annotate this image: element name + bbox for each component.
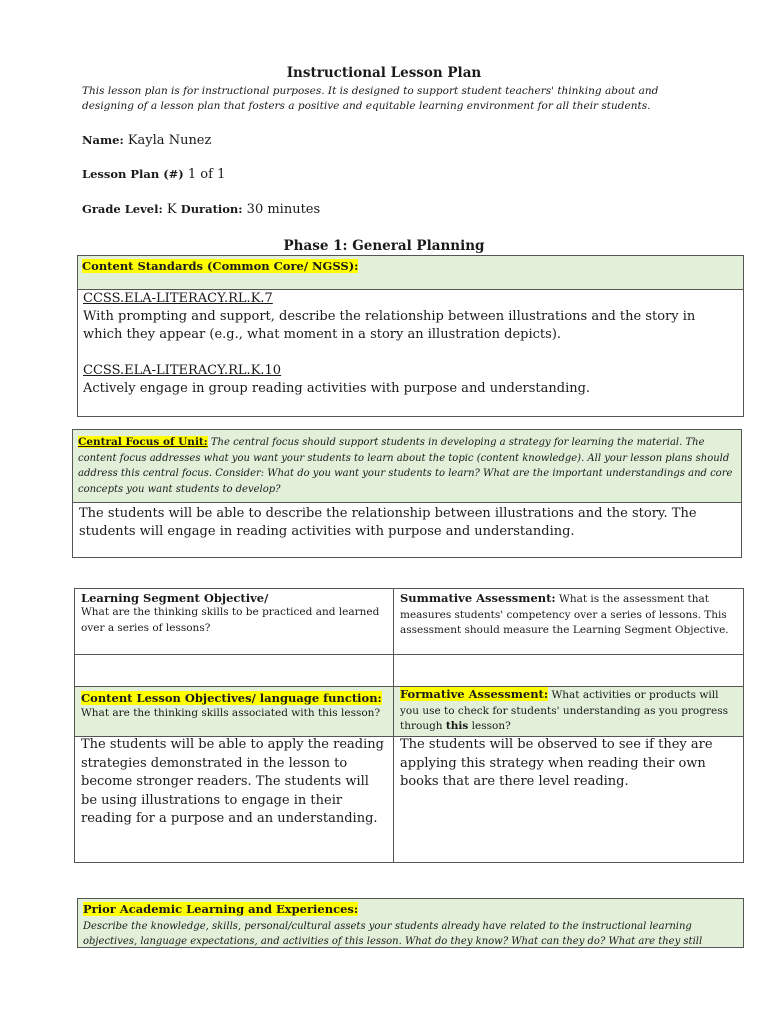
formative-assessment-response: The students will be observed to see if they are applying this strategy when reading their own books that are there level reading.	[400, 737, 713, 789]
standard-text: Actively engage in group reading activities with purpose and understanding.	[83, 381, 591, 396]
grade-duration-field	[82, 202, 320, 217]
objectives-table	[74, 588, 744, 863]
content-standards-label: Content Standards (Common Core/ NGSS):	[82, 259, 359, 273]
formative-assessment-title: Formative Assessment:	[400, 687, 549, 701]
summative-assessment-title: Summative Assessment:	[400, 591, 556, 605]
central-focus-prompt-block	[78, 435, 738, 497]
prior-learning-header	[77, 898, 744, 948]
duration-value: 30 minutes	[246, 202, 321, 217]
document-intro: This lesson plan is for instructional purposes. It is designed to support student teachers' thinking about and designing of a lesson plan that fosters a positive and equitable learning environment for all their students.	[82, 85, 659, 112]
lesson-plan-field	[82, 167, 225, 182]
prior-learning-prompt: Describe the knowledge, skills, personal/cultural assets your students already have related to the instructional learning objectives, language expectations, and activities of this lesson. What do they know? What can they do? What are they still	[83, 920, 703, 947]
standard-text: With prompting and support, describe the relationship between illustrations and the story in which they appear (e.g., what moment in a story an illustration depicts).	[83, 309, 696, 342]
lesson-objectives-header	[75, 687, 393, 736]
lesson-objectives-prompt: What are the thinking skills associated with this lesson?	[81, 707, 381, 719]
segment-objective-prompt: What are the thinking skills to be practiced and learned over a series of lessons?	[81, 606, 380, 634]
table-divider	[75, 654, 743, 655]
table-column-divider	[393, 589, 394, 862]
grade-label: Grade Level:	[82, 202, 163, 216]
document-title: Instructional Lesson Plan	[286, 65, 482, 81]
table-row	[75, 589, 745, 654]
standard-code-link[interactable]: CCSS.ELA-LITERACY.RL.K.7	[83, 291, 273, 306]
summative-assessment-prompt: What is the assessment that measures students' competency over a series of lessons. This assessment should measure the Learning Segment Objective.	[400, 593, 729, 636]
central-focus-header	[72, 429, 742, 503]
lesson-objectives-response: The students will be able to apply the reading strategies demonstrated in the lesson to become stronger readers. The students will be using illustrations to engage in their reading for a purpose and an understanding.	[81, 737, 384, 826]
phase-heading: Phase 1: General Planning	[283, 238, 485, 254]
central-focus-label: Central Focus of Unit:	[78, 436, 208, 448]
summative-assessment-cell	[400, 591, 736, 639]
central-focus-prompt: The central focus should support students in developing a strategy for learning the material. The content focus addresses what you want your students to learn about the topic (content knowledge). All your lesson plans should address this central focus. Consider: What do you want your students to learn? What are the important understandings and core concepts you want students to develop?	[78, 437, 733, 495]
name-value: Kayla Nunez	[127, 133, 212, 148]
lesson-objectives-title: Content Lesson Objectives/ language function:	[81, 691, 382, 705]
content-standards-header	[77, 255, 744, 290]
central-focus-body	[72, 502, 742, 558]
lesson-plan-value: 1 of 1	[187, 167, 226, 182]
grade-value: K	[166, 202, 177, 217]
formative-assessment-header	[394, 687, 743, 736]
standard-item	[83, 290, 733, 344]
segment-objective-cell	[81, 591, 386, 636]
prior-learning-block	[83, 902, 743, 950]
formative-assessment-prompt-pre: What activities or products will you use to check for students' understanding as you progress through	[400, 689, 728, 732]
prior-learning-label: Prior Academic Learning and Experiences:	[83, 902, 359, 916]
name-label: Name:	[82, 133, 124, 147]
central-focus-response: The students will be able to describe the relationship between illustrations and the story. The students will engage in reading activities with purpose and understanding.	[79, 506, 697, 539]
formative-assessment-prompt-post: lesson?	[471, 720, 511, 732]
duration-label: Duration:	[180, 202, 243, 216]
formative-assessment-prompt-bold: this	[445, 720, 469, 732]
name-field	[82, 133, 211, 148]
content-standards-body	[77, 289, 744, 417]
standard-item	[83, 362, 733, 398]
segment-objective-title: Learning Segment Objective/	[81, 591, 269, 605]
standard-code-link[interactable]: CCSS.ELA-LITERACY.RL.K.10	[83, 363, 282, 378]
lesson-plan-label: Lesson Plan (#)	[82, 167, 184, 181]
